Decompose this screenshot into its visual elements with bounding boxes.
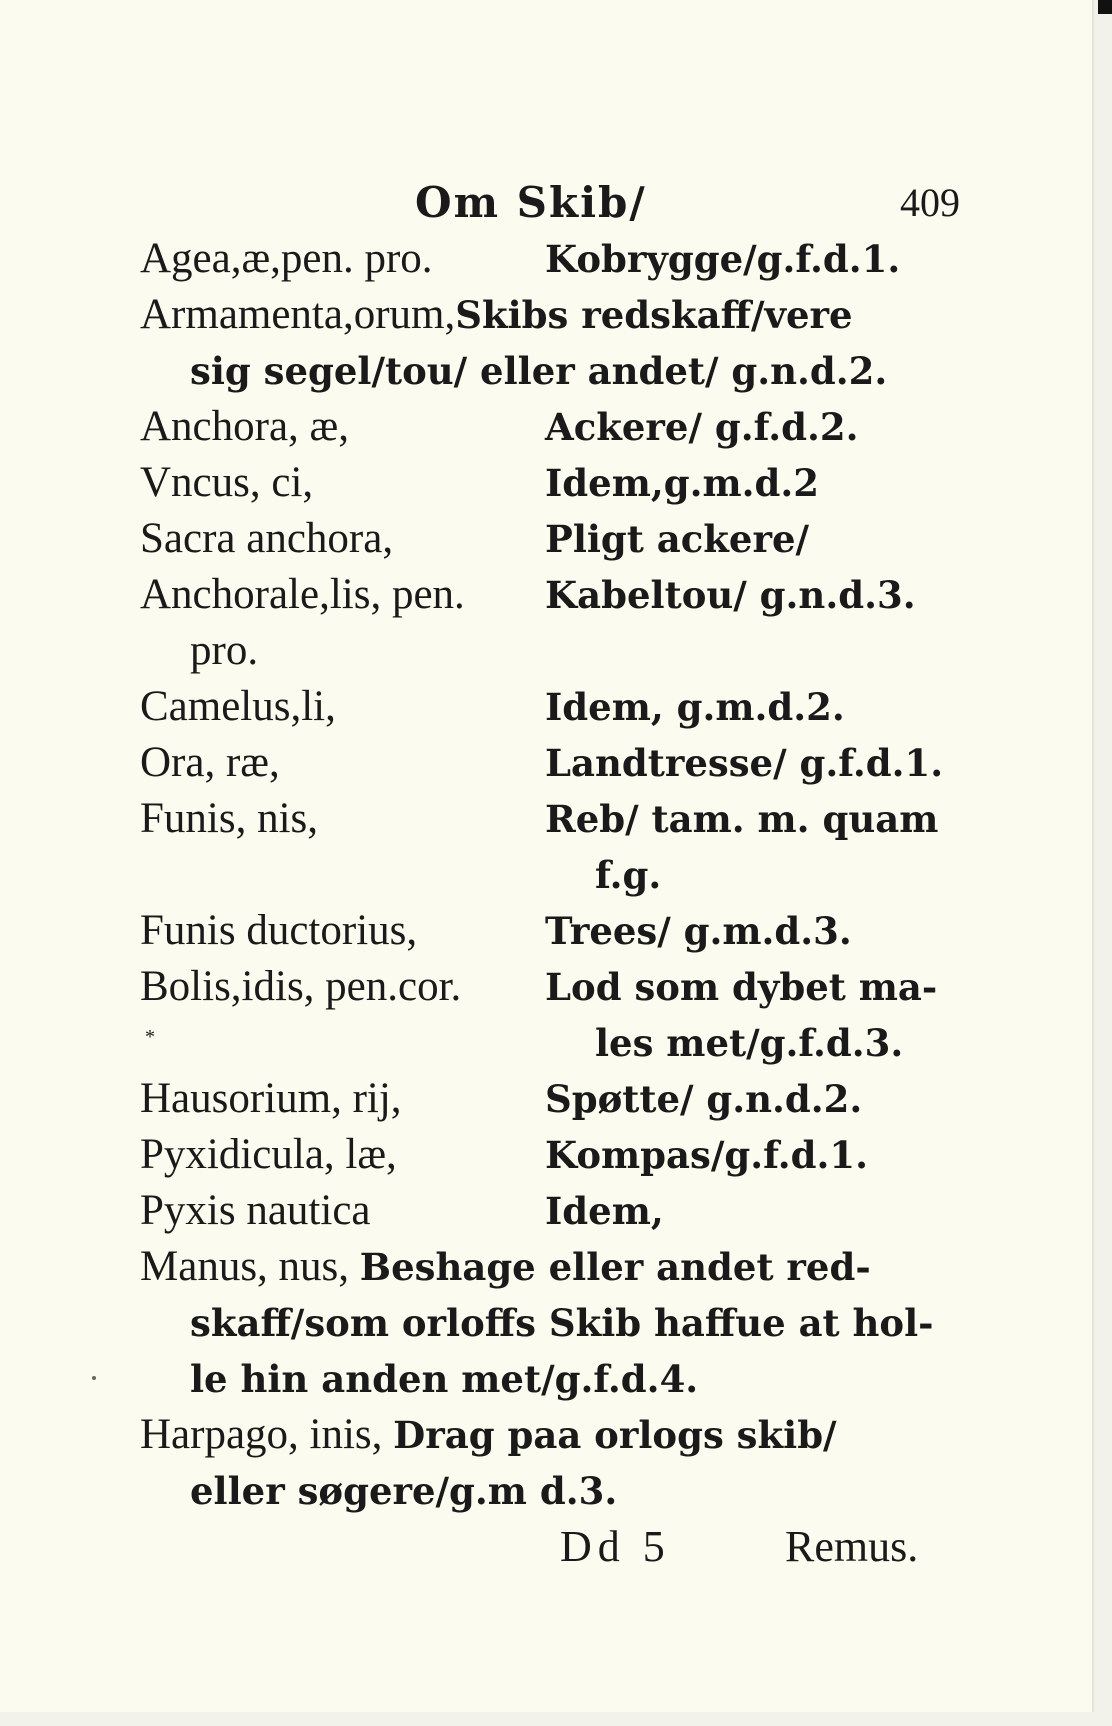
lemma: Funis ductorius, <box>140 907 418 954</box>
lemma: Harpago, inis, <box>140 1411 383 1458</box>
gloss: Idem,g.m.d.2 <box>545 461 820 505</box>
lemma-continuation: pro. <box>190 627 259 674</box>
gloss: Pligt ackere/ <box>545 517 810 561</box>
gloss: Spøtte/ g.n.d.2. <box>545 1077 863 1121</box>
entry-anchora <box>140 399 960 455</box>
gloss-continuation: f.g. <box>595 853 662 897</box>
entry-funis-ductorius <box>140 903 960 959</box>
entry-anchorale <box>140 567 960 679</box>
entry-funis <box>140 791 960 903</box>
page-header <box>140 175 960 231</box>
page-edge <box>1092 0 1112 1726</box>
running-head: Om Skib/ <box>415 178 647 227</box>
lemma: Pyxidicula, læ, <box>140 1131 397 1178</box>
gloss-continuation: eller søgere/g.m d.3. <box>190 1469 618 1513</box>
gloss: Landtresse/ g.f.d.1. <box>545 741 944 785</box>
gloss: Skibs redskaff/vere <box>455 293 853 337</box>
ink-dot <box>92 1376 96 1380</box>
lemma: Agea,æ,pen. pro. <box>140 235 433 282</box>
lemma: Armamenta,orum, <box>140 291 456 338</box>
gloss: Idem, g.m.d.2. <box>545 685 845 729</box>
signature-mark: Dd 5 <box>560 1522 671 1571</box>
gloss-continuation: skaff/som orloffs Skib haffue at hol- <box>190 1301 934 1345</box>
entry-sacra-anchora <box>140 511 960 567</box>
entry-pyxis-nautica <box>140 1183 960 1239</box>
gloss: Reb/ tam. m. quam <box>545 797 939 841</box>
page-footer <box>140 1519 960 1575</box>
entry-armamenta <box>140 287 960 399</box>
lemma: Manus, nus, <box>140 1243 350 1290</box>
page-number: 409 <box>900 180 960 225</box>
entry-hausorium <box>140 1071 960 1127</box>
gloss: Lod som dybet ma- <box>545 965 938 1009</box>
entry-camelus <box>140 679 960 735</box>
entry-harpago <box>140 1407 960 1519</box>
page-edge-bottom <box>0 1712 1112 1726</box>
gloss-continuation: sig segel/tou/ eller andet/ g.n.d.2. <box>190 349 888 393</box>
gloss-continuation: les met/g.f.d.3. <box>595 1021 904 1065</box>
gloss: Drag paa orlogs skib/ <box>393 1413 837 1457</box>
gloss: Kompas/g.f.d.1. <box>545 1133 868 1177</box>
entry-bolis <box>140 959 960 1071</box>
asterisk-mark: * <box>145 1026 155 1048</box>
gloss: Beshage eller andet red- <box>359 1245 871 1289</box>
lemma: Camelus,li, <box>140 683 336 730</box>
lemma: Sacra anchora, <box>140 515 394 562</box>
lemma: Ora, ræ, <box>140 739 280 786</box>
catchword: Remus. <box>785 1522 919 1571</box>
gloss: Idem, <box>545 1189 664 1233</box>
lemma: Funis, nis, <box>140 795 319 842</box>
gloss-continuation: le hin anden met/g.f.d.4. <box>190 1357 699 1401</box>
entry-vncus <box>140 455 960 511</box>
entry-agea <box>140 231 960 287</box>
gloss: Trees/ g.m.d.3. <box>545 909 852 953</box>
gloss: Kabeltou/ g.n.d.3. <box>545 573 916 617</box>
lemma: Vncus, ci, <box>140 459 314 506</box>
lemma: Bolis,idis, pen.cor. <box>140 963 462 1010</box>
lemma: Anchora, æ, <box>140 403 349 450</box>
gloss: Ackere/ g.f.d.2. <box>545 405 859 449</box>
page-text <box>140 175 960 1575</box>
corner-mark <box>1098 0 1112 14</box>
gloss: Kobrygge/g.f.d.1. <box>545 237 901 281</box>
lemma: Hausorium, rij, <box>140 1075 402 1122</box>
lemma: Anchorale,lis, pen. <box>140 571 465 618</box>
entry-manus <box>140 1239 960 1407</box>
entry-ora <box>140 735 960 791</box>
lemma: Pyxis nautica <box>140 1187 371 1234</box>
entry-pyxidicula <box>140 1127 960 1183</box>
